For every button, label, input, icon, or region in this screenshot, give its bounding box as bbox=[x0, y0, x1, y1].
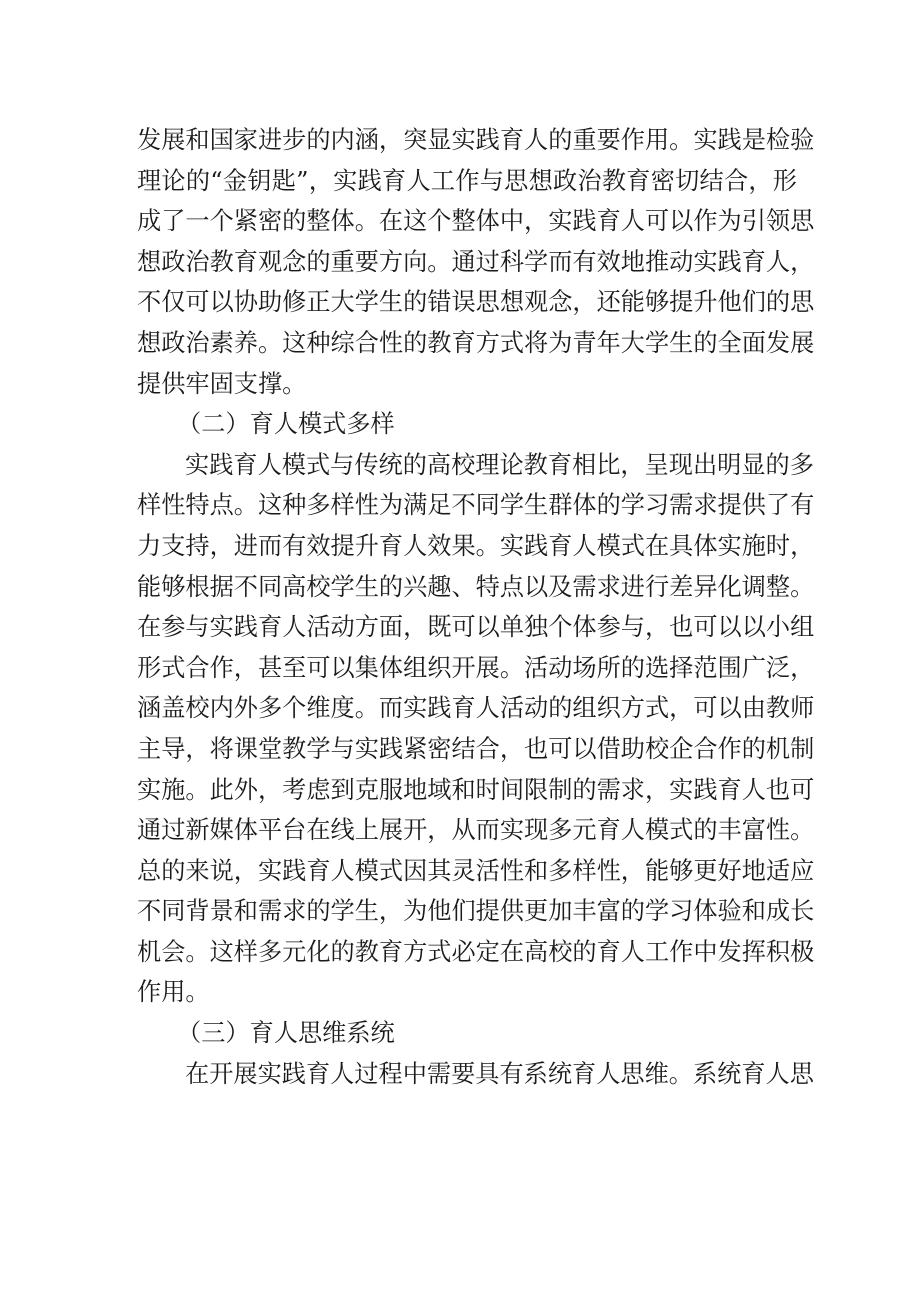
paragraph-line: 作用。 bbox=[137, 978, 210, 1007]
paragraph-line: 想政治素养。这种综合性的教育方式将为青年大学生的全面发展 bbox=[137, 328, 815, 357]
paragraph-line: 主导，将课堂教学与实践紧密结合，也可以借助校企合作的机制 bbox=[137, 734, 815, 763]
section-heading-3: （三）育人思维系统 bbox=[177, 1019, 395, 1048]
paragraph-line: 总的来说，实践育人模式因其灵活性和多样性，能够更好地适应 bbox=[137, 856, 815, 885]
paragraph-line: 机会。这样多元化的教育方式必定在高校的育人工作中发挥积极 bbox=[137, 937, 815, 966]
paragraph-line: 涵盖校内外多个维度。而实践育人活动的组织方式，可以由教师 bbox=[137, 694, 815, 723]
paragraph-line: 能够根据不同高校学生的兴趣、特点以及需求进行差异化调整。 bbox=[137, 572, 815, 601]
paragraph-1 bbox=[137, 120, 815, 404]
paragraph-line: 理论的“金钥匙”，实践育人工作与思想政治教育密切结合，形 bbox=[137, 166, 797, 195]
paragraph-line: 想政治教育观念的重要方向。通过科学而有效地推动实践育人， bbox=[137, 247, 815, 276]
section-heading-2: （二）育人模式多样 bbox=[177, 410, 395, 439]
paragraph-line: 在参与实践育人活动方面，既可以单独个体参与，也可以以小组 bbox=[137, 613, 815, 642]
paragraph-line: 样性特点。这种多样性为满足不同学生群体的学习需求提供了有 bbox=[137, 491, 815, 520]
paragraph-line: 形式合作，甚至可以集体组织开展。活动场所的选择范围广泛， bbox=[137, 653, 815, 682]
paragraph-line: 不仅可以协助修正大学生的错误思想观念，还能够提升他们的思 bbox=[137, 288, 815, 317]
paragraph-3 bbox=[137, 1054, 814, 1095]
document-body bbox=[137, 120, 815, 1094]
paragraph-line: 实施。此外，考虑到克服地域和时间限制的需求，实践育人也可 bbox=[137, 775, 815, 804]
paragraph-line: 成了一个紧密的整体。在这个整体中，实践育人可以作为引领思 bbox=[137, 207, 815, 236]
paragraph-line: 提供牢固支撑。 bbox=[137, 369, 307, 398]
paragraph-line: 发展和国家进步的内涵，突显实践育人的重要作用。实践是检验 bbox=[137, 126, 815, 154]
paragraph-line: 在开展实践育人过程中需要具有系统育人思维。系统育人思 bbox=[185, 1059, 814, 1088]
paragraph-line: 实践育人模式与传统的高校理论教育相比，呈现出明显的多 bbox=[185, 450, 814, 479]
paragraph-line: 不同背景和需求的学生，为他们提供更加丰富的学习体验和成长 bbox=[137, 897, 815, 926]
paragraph-line: 通过新媒体平台在线上展开，从而实现多元育人模式的丰富性。 bbox=[137, 816, 815, 845]
paragraph-line: 力支持，进而有效提升育人效果。实践育人模式在具体实施时， bbox=[137, 531, 815, 560]
paragraph-2 bbox=[137, 445, 815, 1013]
